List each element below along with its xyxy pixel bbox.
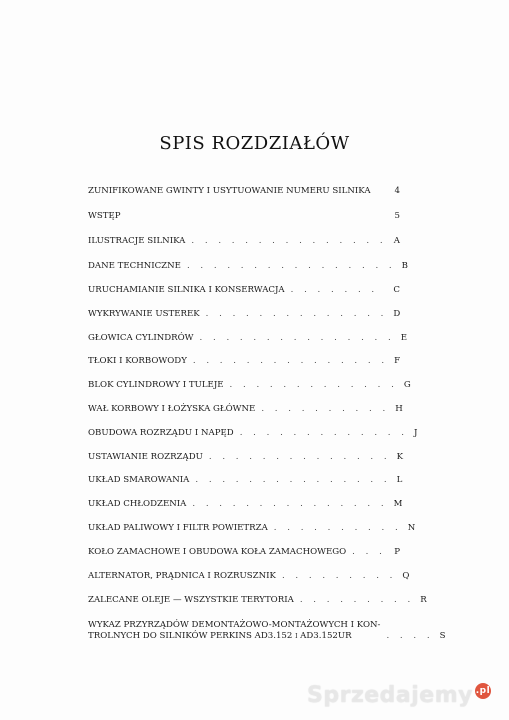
watermark-text: Sprzedajemy	[307, 683, 473, 708]
toc-entry-label: UKŁAD CHŁODZENIA	[88, 499, 187, 509]
toc-entry-page: F	[394, 356, 401, 366]
toc-leader-dots: . . . . . . . . . . . . . . .	[195, 475, 391, 485]
toc-entry-page: G	[403, 380, 411, 390]
toc-entry-page: 5	[394, 211, 400, 221]
toc-entry-page: B	[401, 261, 408, 271]
toc-entry-page: H	[395, 404, 403, 414]
toc-leader-dots: . . . . . . . . . . . . . .	[205, 309, 388, 319]
toc-entry	[88, 452, 404, 463]
toc-entry	[88, 236, 400, 247]
toc-entry	[88, 595, 427, 606]
toc-leader-dots: . . . .	[386, 631, 434, 641]
toc-entry-label: GŁOWICA CYLINDRÓW	[88, 333, 194, 343]
toc-leader-dots: . . . . . . . . . . . . . . . .	[186, 261, 396, 271]
toc-entry-label: TŁOKI I KORBOWODY	[88, 356, 187, 366]
toc-entry	[88, 261, 408, 272]
toc-entry-label: BLOK CYLINDROWY I TULEJE	[88, 380, 224, 390]
toc-entry-page: S	[439, 631, 446, 641]
toc-leader-dots: . . . . . . . . .	[281, 571, 397, 581]
toc-entry	[88, 499, 403, 510]
toc-entry-label: URUCHAMIANIE SILNIKA I KONSERWACJA	[88, 285, 285, 295]
toc-entry-page: J	[413, 428, 418, 438]
page-title: SPIS ROZDZIAŁÓW	[159, 133, 350, 154]
toc-entry	[88, 211, 400, 222]
toc-leader-dots: . . . . . . . . . .	[261, 404, 390, 414]
toc-entry-page: N	[407, 523, 416, 533]
toc-entry-label: USTAWIANIE ROZRZĄDU	[88, 452, 203, 462]
toc-entry	[88, 186, 400, 197]
toc-entry	[88, 380, 411, 391]
toc-entry	[88, 356, 400, 367]
toc-entry-page: E	[400, 333, 408, 343]
toc-entry	[88, 404, 403, 415]
toc-entry	[88, 309, 400, 320]
toc-entry-page: M	[393, 499, 403, 509]
toc-entry	[88, 475, 403, 486]
toc-entry	[88, 571, 410, 582]
toc-entry-page: K	[396, 452, 404, 462]
toc-leader-dots: . . . . . . . . . . . . . . .	[192, 499, 388, 509]
toc-leader-dots: . . . . . . . . . .	[273, 523, 402, 533]
toc-entry-label: KOŁO ZAMACHOWE I OBUDOWA KOŁA ZAMACHOWEGO	[88, 547, 347, 557]
toc-entry-label: WYKRYWANIE USTEREK	[88, 309, 200, 319]
toc-entry	[88, 428, 418, 439]
toc-leader-dots: . . . . . . . . . . . . . .	[208, 452, 391, 462]
toc-entry-label: WSTĘP	[88, 211, 121, 221]
toc-entry	[88, 547, 400, 558]
toc-entry-label-line2: TROLNYCH DO SILNIKÓW PERKINS AD3.152 i AD3.152UR	[88, 631, 352, 641]
toc-entry-label-line1: WYKAZ PRZYRZĄDÓW DEMONTAŻOWO-MONTAŻOWYCH I KON-	[88, 620, 381, 630]
toc-entry	[88, 285, 400, 296]
toc-entry-page: D	[393, 309, 401, 319]
toc-entry-label: UKŁAD SMAROWANIA	[88, 475, 190, 485]
toc-entry-label: ZUNIFIKOWANE GWINTY I USYTUOWANIE NUMERU SILNIKA	[88, 186, 371, 196]
toc-entry	[88, 523, 416, 534]
watermark-badge: .pl	[475, 683, 491, 699]
toc-entry-page: C	[393, 285, 400, 295]
toc-entry-label: ALTERNATOR, PRĄDNICA I ROZRUSZNIK	[88, 571, 276, 581]
toc-entry-label: ZALECANE OLEJE — WSZYSTKIE TERYTORIA	[88, 595, 294, 605]
toc-leader-dots: . . . . . . . . . . . . . . .	[191, 236, 387, 246]
toc-entry	[88, 333, 408, 344]
toc-entry-page: R	[420, 595, 427, 605]
toc-leader-dots: . . . . . . . . .	[299, 595, 415, 605]
toc-entry-label: UKŁAD PALIWOWY I FILTR POWIETRZA	[88, 523, 268, 533]
toc-leader-dots: . . . . . . . . . . . . .	[229, 380, 398, 390]
toc-entry-label: OBUDOWA ROZRZĄDU I NAPĘD	[88, 428, 234, 438]
toc-leader-dots: . . .	[352, 547, 386, 557]
toc-entry-page: A	[393, 236, 400, 246]
toc-entry-label: WAŁ KORBOWY I ŁOŻYSKA GŁÓWNE	[88, 404, 256, 414]
toc-leader-dots: . . . . . . . . . . . . . . .	[199, 333, 395, 343]
toc-entry-label: DANE TECHNICZNE	[88, 261, 181, 271]
toc-leader-dots: . . . . . . . . . . . . . . .	[192, 356, 389, 366]
toc-entry-multiline	[88, 620, 446, 642]
toc-entry-page: 4	[394, 186, 400, 196]
watermark-logo	[307, 683, 491, 708]
toc-entry-page: P	[394, 547, 400, 557]
toc-leader-dots: . . . . . . . . . . . . .	[239, 428, 408, 438]
toc-entry-page: L	[396, 475, 403, 485]
toc-entry-label: ILUSTRACJE SILNIKA	[88, 236, 186, 246]
toc-leader-dots: . . . . . . .	[290, 285, 379, 295]
toc-entry-label-block	[88, 620, 380, 642]
toc-entry-page: Q	[402, 571, 410, 581]
